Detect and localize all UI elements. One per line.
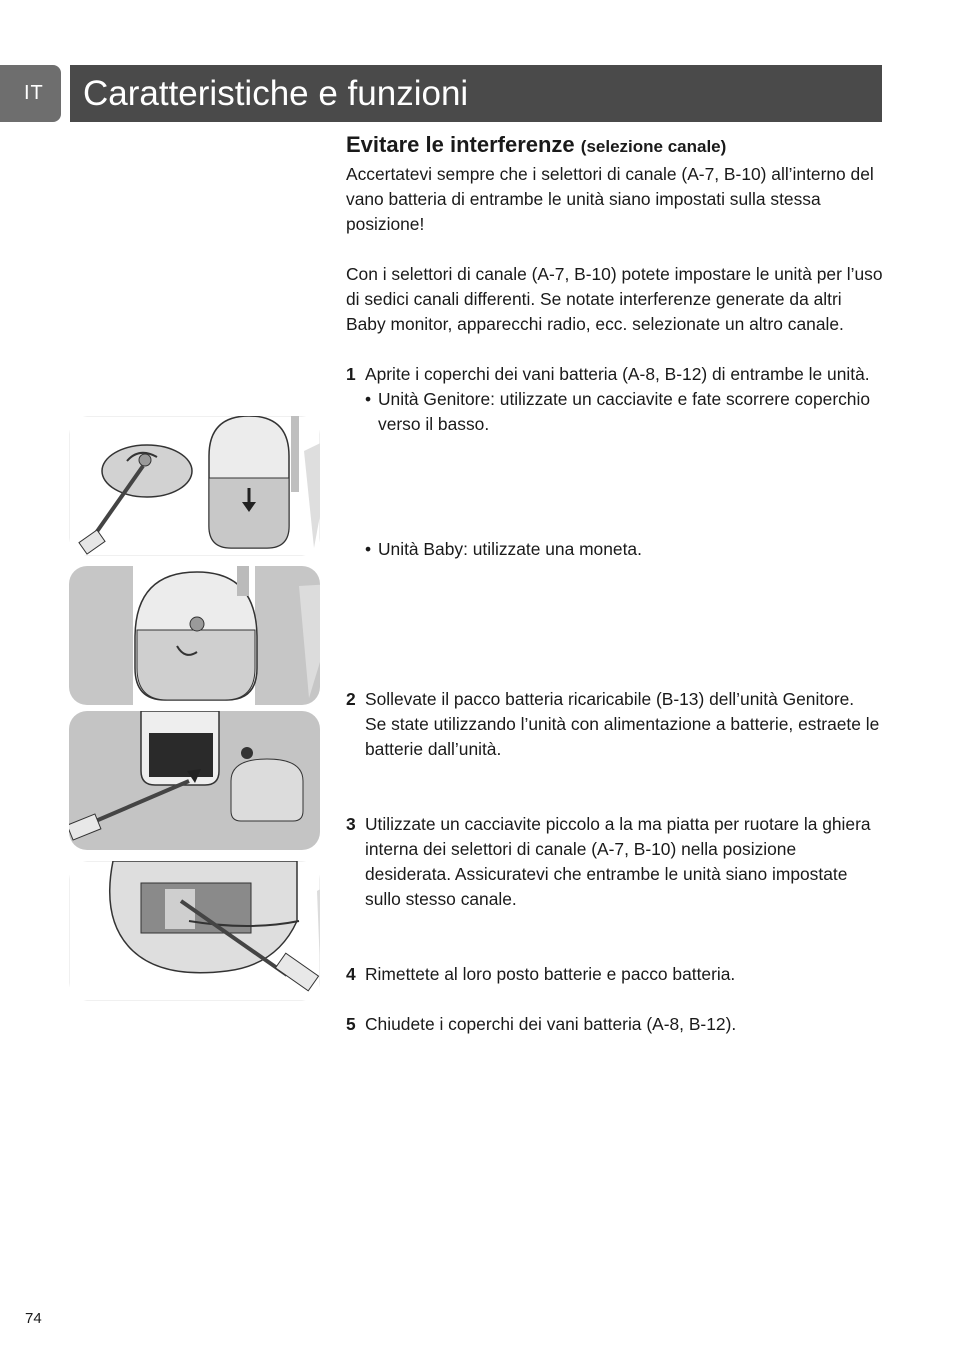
figure-lift-battery-pack xyxy=(69,711,320,850)
page-title: Caratteristiche e funzioni xyxy=(83,74,469,113)
step-text: Rimettete al loro posto batterie e pacco batteria. xyxy=(365,964,736,984)
step-number: 4 xyxy=(346,964,356,984)
step-text: Chiudete i coperchi dei vani batteria (A-8, B-12). xyxy=(365,1014,737,1034)
intro-paragraph: Accertatevi sempre che i selettori di canale (A-7, B-10) all’interno del vano batteria di entrambe le unità siano impostati sulla stessa posizione! xyxy=(346,164,874,234)
figure-rotate-channel-selector xyxy=(69,861,320,1001)
bullet-text: Unità Baby: utilizzate una moneta. xyxy=(378,539,642,559)
step-number: 3 xyxy=(346,814,356,834)
step-text-continued: Se state utilizzando l’unità con alimentazione a batterie, estraete le batterie dall’unità. xyxy=(365,714,880,759)
step-text: Aprite i coperchi dei vani batteria (A-8, B-12) di entrambe le unità. xyxy=(365,364,870,384)
step-4 xyxy=(346,962,886,987)
language-tab: IT xyxy=(0,65,61,122)
section-heading-main: Evitare le interferenze xyxy=(346,132,575,157)
step-number: 2 xyxy=(346,689,356,709)
figure-open-parent-cover xyxy=(69,416,320,556)
bullet-symbol: • xyxy=(365,389,372,409)
header-bar xyxy=(70,65,882,122)
bullet-parent-unit xyxy=(346,387,886,437)
step-text: Utilizzate un cacciavite piccolo a la ma piatta per ruotare la ghiera interna dei selettori di canale (A-7, B-10) nella posizione desiderata. Assicuratevi che entrambe le unità siano impostate sullo stesso canale. xyxy=(365,814,871,909)
bullet-baby-unit xyxy=(346,537,886,562)
bullet-symbol: • xyxy=(365,539,372,559)
main-content xyxy=(346,130,886,1037)
section-heading xyxy=(346,130,886,162)
page-number: 74 xyxy=(25,1310,42,1327)
step-3 xyxy=(346,812,886,912)
step-number: 1 xyxy=(346,364,356,384)
step-number: 5 xyxy=(346,1014,356,1034)
step-1 xyxy=(346,362,886,387)
figure-open-baby-cover xyxy=(69,566,320,705)
step-2 xyxy=(346,687,886,762)
bullet-text: Unità Genitore: utilizzate un cacciavite e fate scorrere coperchio verso il basso. xyxy=(378,389,871,434)
section-heading-sub: (selezione canale) xyxy=(580,137,727,156)
step-5 xyxy=(346,1012,886,1037)
channels-paragraph: Con i selettori di canale (A-7, B-10) potete impostare le unità per l’uso di sedici canali differenti. Se notate interferenze generate da altri Baby monitor, apparecchi radio, ecc. selezionate un altro canale. xyxy=(346,264,883,334)
step-text: Sollevate il pacco batteria ricaricabile (B-13) dell’unità Genitore. xyxy=(365,689,855,709)
